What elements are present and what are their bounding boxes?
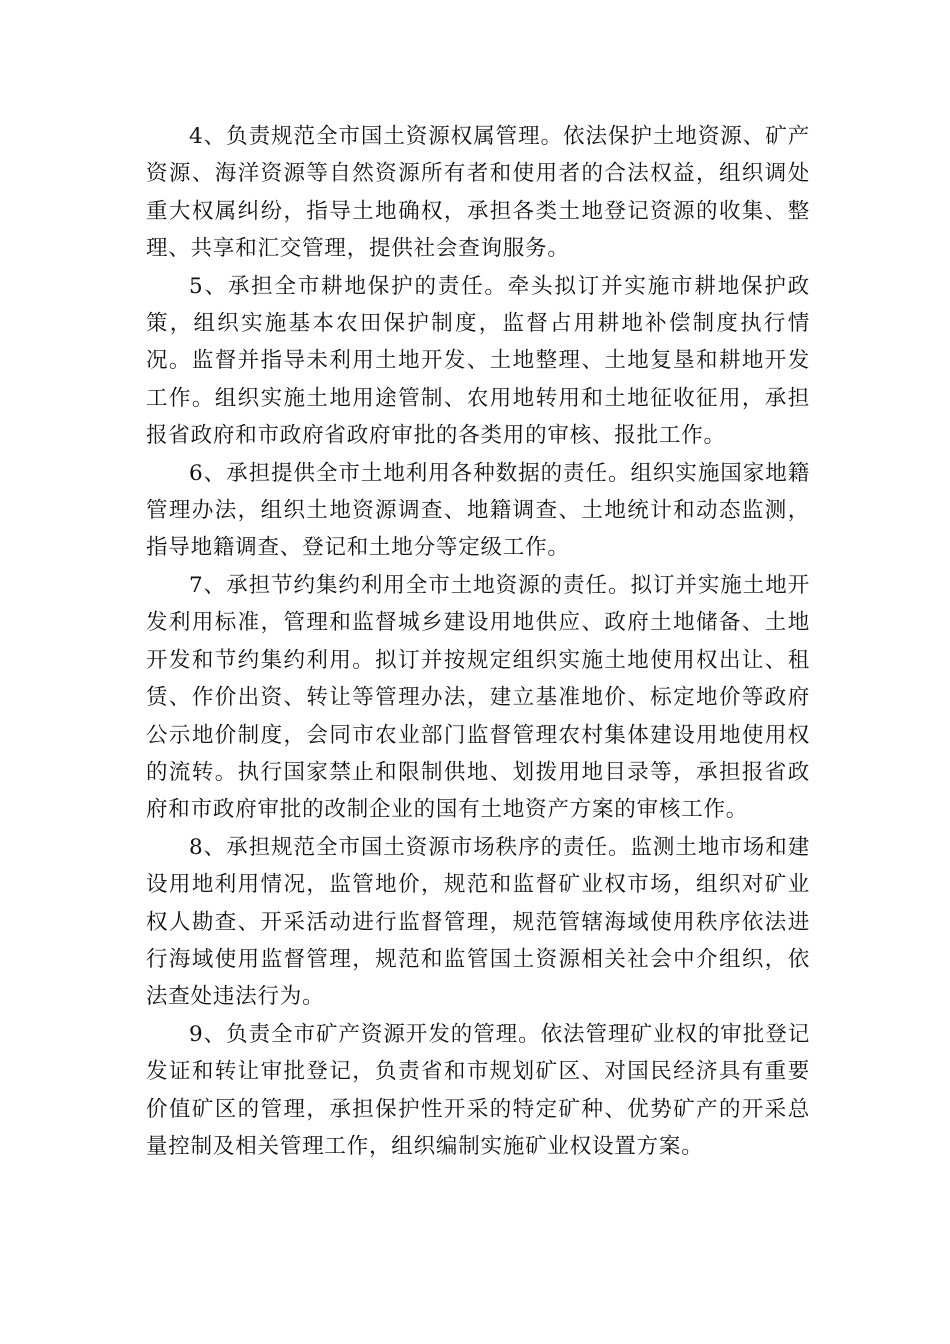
paragraph-5: 5、承担全市耕地保护的责任。牵头拟订并实施市耕地保护政策，组织实施基本农田保护制度，监督占用耕地补偿制度执行情况。监督并指导未利用土地开发、土地整理、土地复垦和耕地开发工作。组织实施土地用途管制、农用地转用和土地征收征用，承担报省政府和市政府省政府审批的各类用的审核、报批工作。 [146, 273, 810, 449]
paragraph-9: 9、负责全市矿产资源开发的管理。依法管理矿业权的审批登记发证和转让审批登记，负责省和市规划矿区、对国民经济具有重要价值矿区的管理，承担保护性开采的特定矿种、优势矿产的开采总量控制及相关管理工作，组织编制实施矿业权设置方案。 [146, 1021, 810, 1159]
paragraph-4: 4、负责规范全市国土资源权属管理。依法保护土地资源、矿产资源、海洋资源等自然资源所有者和使用者的合法权益，组织调处重大权属纠纷，指导土地确权，承担各类土地登记资源的收集、整理、共享和汇交管理，提供社会查询服务。 [146, 124, 810, 262]
paragraph-7: 7、承担节约集约利用全市土地资源的责任。拟订并实施土地开发利用标准，管理和监督城乡建设用地供应、政府土地储备、土地开发和节约集约利用。拟订并按规定组织实施土地使用权出让、租赁、作价出资、转让等管理办法，建立基准地价、标定地价等政府公示地价制度，会同市农业部门监督管理农村集体建设用地使用权的流转。执行国家禁止和限制供地、划拨用地目录等，承担报省政府和市政府审批的改制企业的国有土地资产方案的审核工作。 [146, 572, 810, 823]
paragraph-8: 8、承担规范全市国土资源市场秩序的责任。监测土地市场和建设用地利用情况，监管地价，规范和监督矿业权市场，组织对矿业权人勘查、开采活动进行监督管理，规范管辖海域使用秩序依法进行海域使用监督管理，规范和监管国土资源相关社会中介组织，依法查处违法行为。 [146, 834, 810, 1010]
paragraph-6: 6、承担提供全市土地利用各种数据的责任。组织实施国家地籍管理办法，组织土地资源调查、地籍调查、土地统计和动态监测，指导地籍调查、登记和土地分等定级工作。 [146, 460, 810, 561]
document-body [146, 118, 810, 1165]
